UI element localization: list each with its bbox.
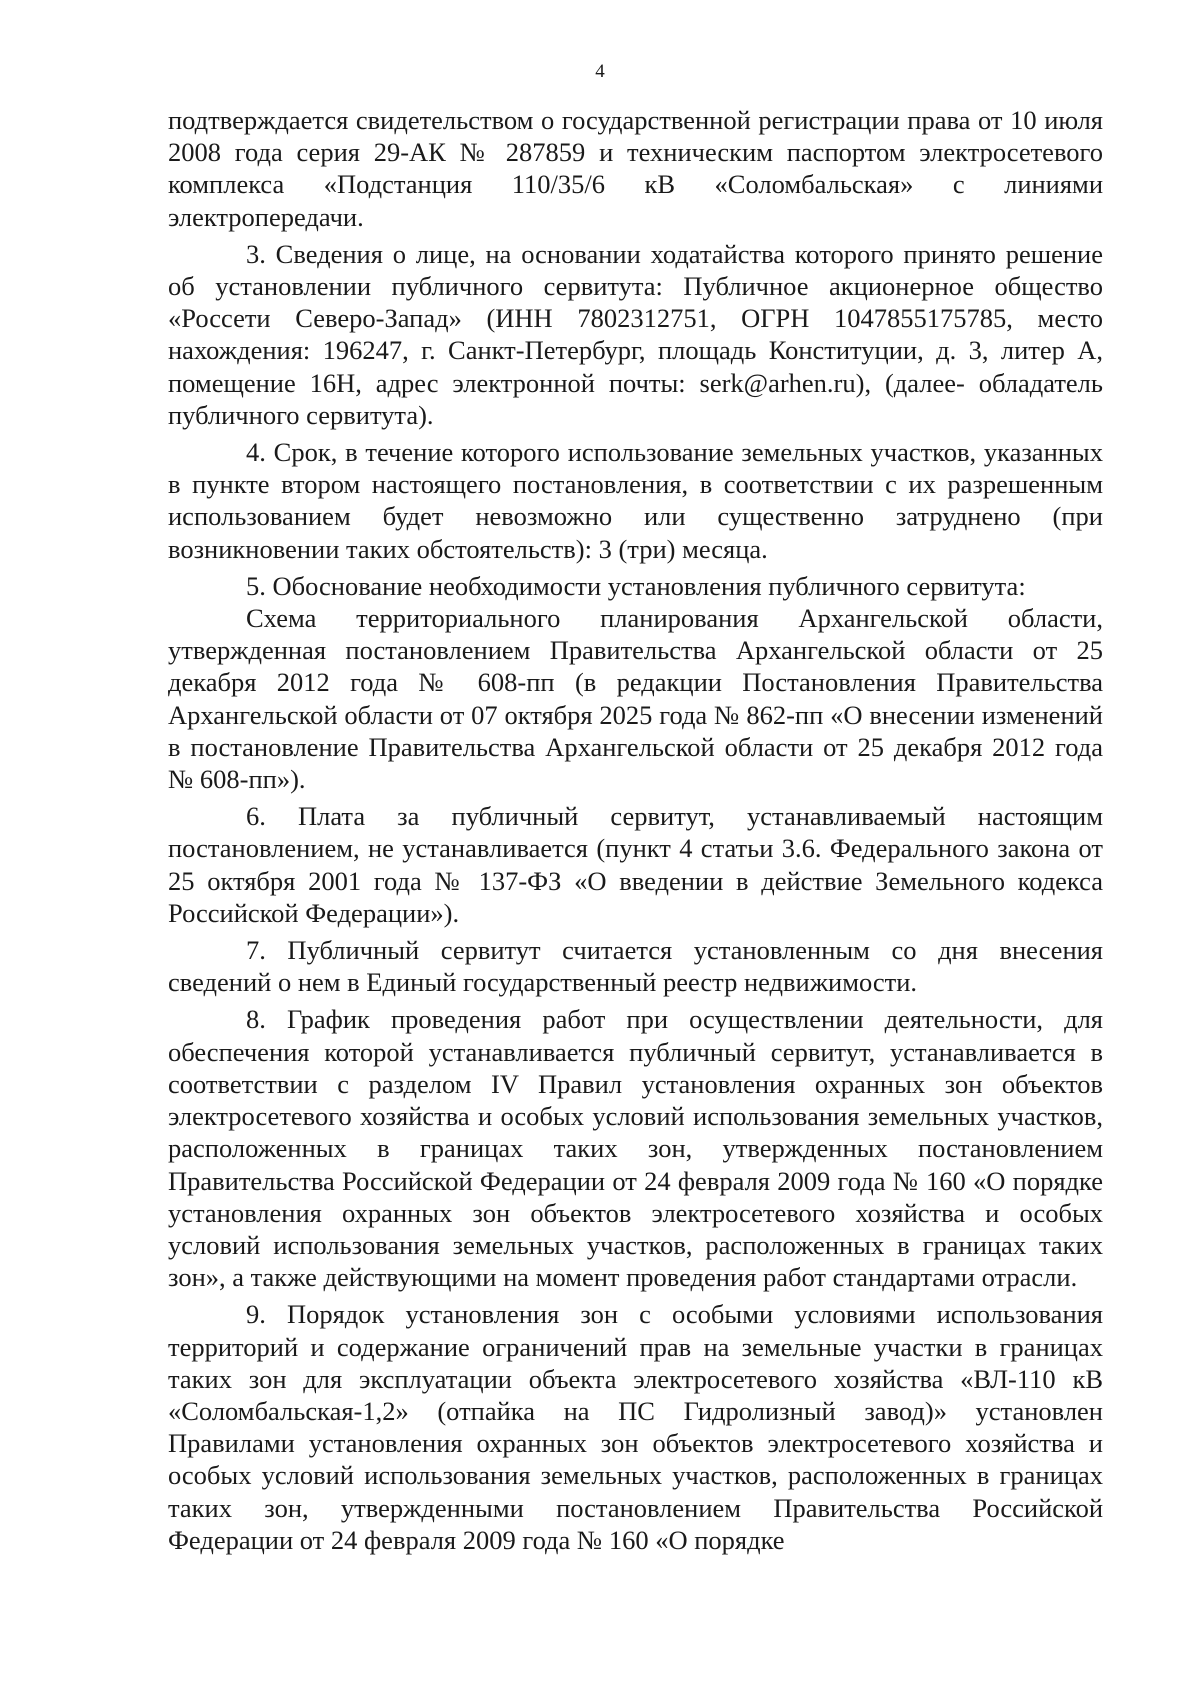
paragraph-item-8: 8. График проведения работ при осуществлении деятельности, для обеспечения которой устанавливается публичный сервитут, устанавливается в соответствии с разделом IV Правил установления охранных зон объектов электросетевого хозяйства и особых условий использования земельных участков, расположенных в границах таких зон, утвержденных постановлением Правительства Российской Федерации от 24 февраля 2009 года № 160 «О порядке установления охранных зон объектов электросетевого хозяйства и особых условий использования земельных участков, расположенных в границах таких зон», а также действующими на момент проведения работ стандартами отрасли. — [168, 1004, 1103, 1293]
paragraph-item-9: 9. Порядок установления зон с особыми условиями использования территорий и содержание ограничений прав на земельные участки в границах таких зон для эксплуатации объекта электросетевого хозяйства «ВЛ-110 кВ «Соломбальская-1,2» (отпайка на ПС Гидролизный завод)» установлен Правилами установления охранных зон объектов электросетевого хозяйства и особых условий использования земельных участков, расположенных в границах таких зон, утвержденными постановлением Правительства Российской Федерации от 24 февраля 2009 года № 160 «О порядке — [168, 1299, 1103, 1555]
page-number: 4 — [595, 61, 605, 82]
paragraph-item-3: 3. Сведения о лице, на основании ходатайства которого принято решение об установлении публичного сервитута: Публичное акционерное общество «Россети Северо-Запад» (ИНН 7802312751, ОГРН 1047855175785, место нахождения: 196247, г. Санкт-Петербург, площадь Конституции, д. 3, литер А, помещение 16Н, адрес электронной почты: serk@arhen.ru), (далее- обладатель публичного сервитута). — [168, 238, 1103, 430]
paragraph-item-5: 5. Обоснование необходимости установления публичного сервитута: — [246, 570, 1026, 601]
document-body — [168, 104, 1103, 1556]
paragraph-item-5-detail: Схема территориального планирования Архангельской области, утвержденная постановлением Правительства Архангельской области от 25 декабря 2012 года № 608-пп (в редакции Постановления Правительства Архангельской области от 07 октября 2025 года № 862-пп «О внесении изменений в постановление Правительства Архангельской области от 25 декабря 2012 года № 608-пп»). — [168, 603, 1103, 795]
paragraph-item-4: 4. Срок, в течение которого использование земельных участков, указанных в пункте втором настоящего постановления, в соответствии с их разрешенным использованием будет невозможно или существенно затруднено (при возникновении таких обстоятельств): 3 (три) месяца. — [168, 437, 1103, 564]
paragraph-item-6: 6. Плата за публичный сервитут, устанавливаемый настоящим постановлением, не устанавливается (пункт 4 статьи 3.6. Федерального закона от 25 октября 2001 года № 137-ФЗ «О введении в действие Земельного кодекса Российской Федерации»). — [168, 801, 1103, 928]
paragraph-continuation: подтверждается свидетельством о государственной регистрации права от 10 июля 2008 года серия 29-АК № 287859 и техническим паспортом электросетевого комплекса «Подстанция 110/35/6 кВ «Соломбальская» с линиями электропередачи. — [168, 105, 1103, 232]
paragraph-item-7: 7. Публичный сервитут считается установленным со дня внесения сведений о нем в Единый государственный реестр недвижимости. — [168, 935, 1103, 998]
